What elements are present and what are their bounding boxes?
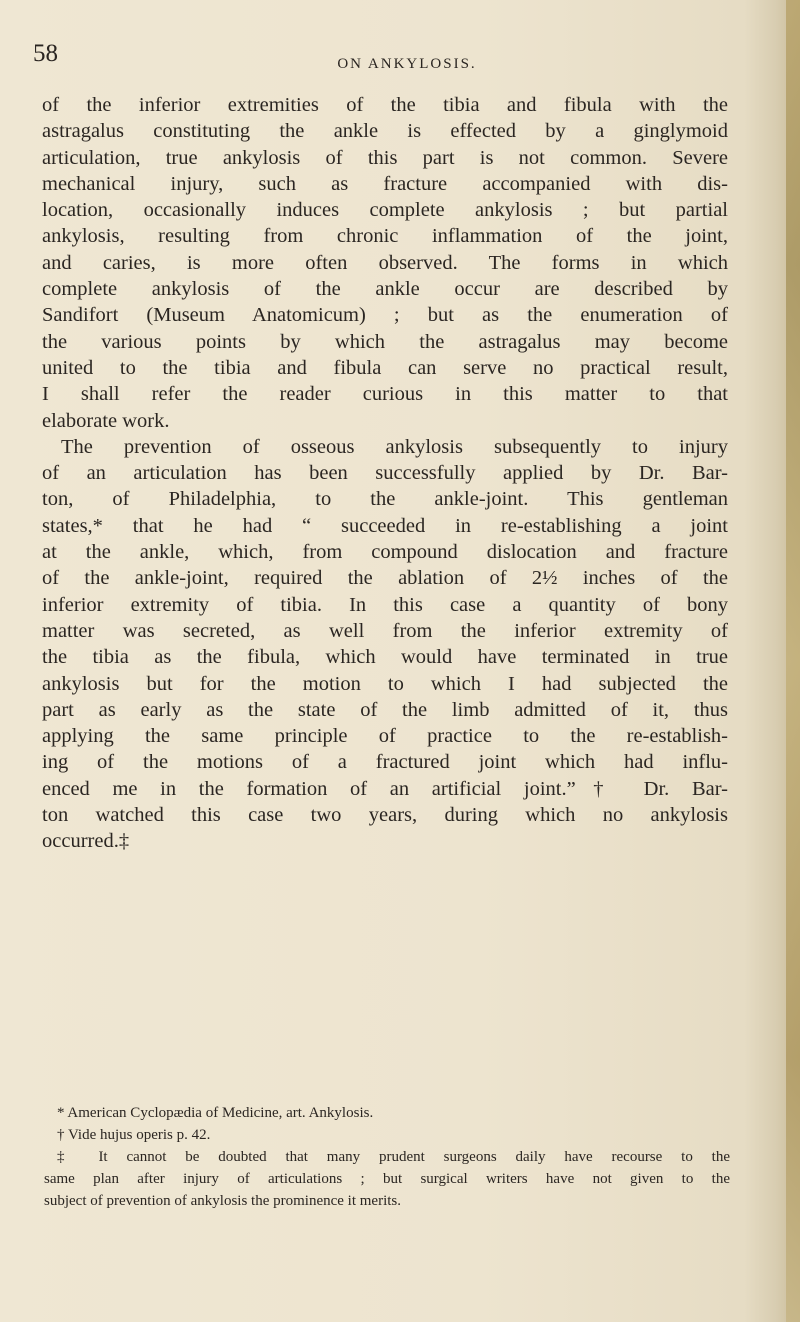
body-text [42, 92, 728, 855]
text-line: ankylosis but for the motion to which I had subjected the [42, 672, 728, 695]
footnotes [44, 1102, 730, 1212]
text-line: complete ankylosis of the ankle occur are described by [42, 278, 728, 301]
text-line: ton watched this case two years, during which no ankylosis [42, 804, 728, 827]
text-line: of an articulation has been successfully applied by Dr. Bar- [42, 462, 728, 485]
text-line: location, occasionally induces complete ankylosis ; but partial [42, 199, 728, 222]
text-line: matter was secreted, as well from the inferior extremity of [42, 619, 728, 642]
footnote-line: ‡ It cannot be doubted that many prudent surgeons daily have recourse to the [57, 1149, 730, 1165]
text-line: mechanical injury, such as fracture accompanied with dis- [42, 172, 728, 195]
text-line: occurred.‡ [42, 830, 130, 853]
text-line: at the ankle, which, from compound dislocation and fracture [42, 541, 728, 564]
text-line: elaborate work. [42, 409, 170, 432]
text-line: of the inferior extremities of the tibia and fibula with the [42, 94, 728, 116]
text-line: states,* that he had “ succeeded in re-establishing a joint [42, 514, 728, 537]
footnote-line: same plan after injury of articulations ; but surgical writers have not given to the [44, 1171, 730, 1187]
text-line: The prevention of osseous ankylosis subsequently to injury [61, 435, 728, 458]
text-line: applying the same principle of practice to the re-establish- [42, 725, 728, 748]
text-line: I shall refer the reader curious in this matter to that [42, 383, 728, 406]
text-line: Sandifort (Museum Anatomicum) ; but as the enumeration of [42, 304, 728, 327]
text-line: part as early as the state of the limb admitted of it, thus [42, 698, 728, 721]
running-title [0, 56, 800, 73]
footnote-line: † Vide hujus operis p. 42. [57, 1127, 211, 1143]
text-line: ing of the motions of a fractured joint which had influ- [42, 751, 728, 774]
text-line: articulation, true ankylosis of this part is not common. Severe [42, 146, 728, 169]
text-line: enced me in the formation of an artificial joint.”† Dr. Bar- [42, 777, 728, 800]
text-line: inferior extremity of tibia. In this case a quantity of bony [42, 593, 728, 616]
text-line: astragalus constituting the ankle is effected by a ginglymoid [42, 120, 728, 143]
footnote-line: subject of prevention of ankylosis the prominence it merits. [44, 1193, 401, 1209]
footnote-line: * American Cyclopædia of Medicine, art. Ankylosis. [57, 1105, 374, 1121]
page-number: 58 [33, 40, 58, 67]
text-line: the various points by which the astragalus may become [42, 330, 728, 353]
text-line: ton, of Philadelphia, to the ankle-joint. This gentleman [42, 488, 728, 511]
text-line: and caries, is more often observed. The forms in which [42, 251, 728, 274]
text-line: of the ankle-joint, required the ablation of 2½ inches of the [42, 567, 728, 590]
text-line: ankylosis, resulting from chronic inflammation of the joint, [42, 225, 728, 248]
text-line: the tibia as the fibula, which would have terminated in true [42, 646, 728, 669]
running-title-text: ON ANKYLOSIS. [337, 56, 477, 72]
text-line: united to the tibia and fibula can serve no practical result, [42, 356, 728, 379]
page-edge [786, 0, 800, 1322]
